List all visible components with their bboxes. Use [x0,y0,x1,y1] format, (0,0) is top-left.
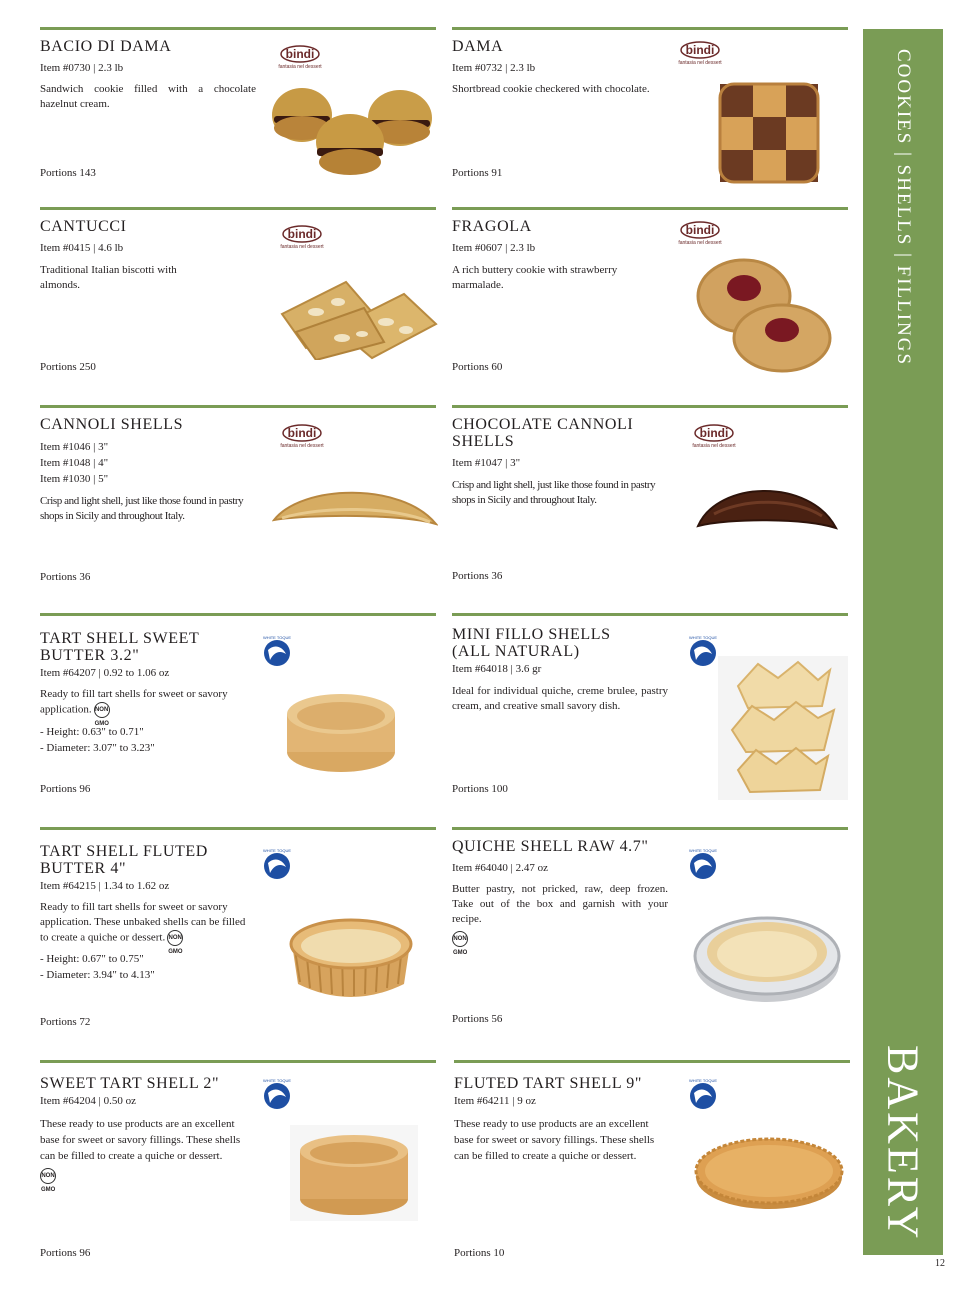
product-portions: Portions 60 [452,361,503,373]
svg-text:bindi: bindi [685,43,715,57]
svg-text:fantasia nel dessert: fantasia nel dessert [692,443,736,449]
product-title: TART SHELL FLUTED BUTTER 4" [40,843,208,877]
product-item-numbers: Item #0415 | 4.6 lb [40,242,124,254]
svg-text:bindi: bindi [699,426,729,440]
category-side-tab [863,29,943,1255]
product-description: These ready to use products are an excellent base for sweet or savory fillings. These shells can be filled to create a quiche or dessert. [454,1118,655,1162]
product-specs: - Height: 0.67" to 0.75" - Diameter: 3.94" to 4.13" [40,953,155,981]
strawberry-cookies-image [696,256,832,374]
svg-text:WHITE TOQUE: WHITE TOQUE [688,635,718,640]
product-portions: Portions 96 [40,783,91,795]
product-card-sweet-tart-shell [40,1060,436,1260]
non-gmo-badge-icon: NON GMO [452,931,468,947]
category-label: BAKERY [878,1044,928,1241]
product-specs: - Height: 0.63" to 0.71" - Diameter: 3.07" to 3.23" [40,726,155,754]
bindi-logo [670,220,750,253]
product-card-bacio-di-dama [40,27,436,197]
product-title: TART SHELL SWEET BUTTER 3.2" [40,630,200,664]
product-description: Crisp and light shell, just like those found in pastry shops in Sicily and throughout Italy. [40,495,244,522]
product-item-numbers: Item #0730 | 2.3 lb [40,62,124,74]
product-item-numbers: Item #64207 | 0.92 to 1.06 oz [40,667,170,679]
product-title: QUICHE SHELL RAW 4.7" [452,838,649,855]
product-title: SWEET TART SHELL 2" [40,1075,220,1092]
svg-text:WHITE TOQUE: WHITE TOQUE [262,848,292,853]
product-portions: Portions 91 [452,167,503,179]
bindi-logo [270,44,350,77]
product-card-quiche-shell-raw [452,827,848,1052]
svg-text:fantasia nel dessert: fantasia nel dessert [278,64,322,70]
product-portions: Portions 36 [40,571,91,583]
svg-text:fantasia nel dessert: fantasia nel dessert [678,240,722,246]
product-card-cantucci [40,207,436,397]
large-fluted-tart-shell-image [694,1133,844,1213]
svg-text:fantasia nel dessert: fantasia nel dessert [280,443,324,449]
product-description: Sandwich cookie filled with a chocolate hazelnut cream. [40,83,256,110]
white-toque-logo-icon [260,1077,294,1116]
fillo-shells-stack-image [718,656,848,800]
product-description: Ready to fill tart shells for sweet or savory application. NON GMO [40,688,228,727]
chocolate-cannoli-shell-image [694,474,840,538]
product-item-numbers: Item #64040 | 2.47 oz [452,862,548,874]
svg-text:WHITE TOQUE: WHITE TOQUE [262,635,292,640]
svg-text:bindi: bindi [287,227,317,241]
white-toque-logo-icon [260,634,294,673]
bindi-logo [670,40,750,73]
cannoli-shell-image [272,474,438,534]
product-item-numbers: Item #1046 | 3" Item #1048 | 4" Item #1030 | 5" [40,441,109,485]
product-item-numbers: Item #64018 | 3.6 gr [452,663,542,675]
product-portions: Portions 96 [40,1247,91,1259]
bindi-logo [684,423,764,456]
checkered-cookie-image [716,80,822,186]
almond-biscotti-image [276,272,440,360]
bindi-logo [272,423,352,456]
svg-text:bindi: bindi [287,426,317,440]
product-title: BACIO DI DAMA [40,38,172,55]
product-item-numbers: Item #64215 | 1.34 to 1.62 oz [40,880,170,892]
product-portions: Portions 56 [452,1013,503,1025]
product-description: A rich buttery cookie with strawberry marmalade. [452,264,618,291]
product-portions: Portions 250 [40,361,96,373]
product-description: Traditional Italian biscotti with almonds. [40,264,177,291]
product-card-cannoli-shells [40,405,436,605]
svg-text:WHITE TOQUE: WHITE TOQUE [262,1078,292,1083]
svg-text:bindi: bindi [685,223,715,237]
product-title: CANNOLI SHELLS [40,416,184,433]
product-portions: Portions 36 [452,570,503,582]
product-title: DAMA [452,38,504,55]
white-toque-logo-icon [686,634,720,673]
small-tart-shell-image [290,1125,418,1221]
white-toque-logo-icon [260,847,294,886]
product-item-numbers: Item #0732 | 2.3 lb [452,62,536,74]
product-description: Butter pastry, not pricked, raw, deep frozen. Take out of the box and garnish with your recipe. NON GMO [452,883,668,956]
bindi-logo [272,224,352,257]
product-item-numbers: Item #64204 | 0.50 oz [40,1095,136,1107]
product-card-fluted-tart-shell [454,1060,850,1260]
non-gmo-badge-icon: NON GMO [94,702,110,718]
product-portions: Portions 72 [40,1016,91,1028]
product-card-chocolate-cannoli-shells [452,405,848,605]
non-gmo-badge-icon: NON GMO [167,930,183,946]
svg-text:bindi: bindi [285,47,315,61]
product-card-dama [452,27,848,197]
product-description: Crisp and light shell, just like those found in pastry shops in Sicily and throughout Italy. [452,479,656,506]
quiche-shell-in-foil-image [692,904,842,1008]
product-card-tart-shell-fluted-butter [40,827,436,1052]
product-title: CHOCOLATE CANNOLI SHELLS [452,416,634,450]
product-portions: Portions 143 [40,167,96,179]
svg-text:WHITE TOQUE: WHITE TOQUE [688,848,718,853]
product-card-fragola [452,207,848,397]
product-card-mini-fillo-shells [452,613,848,818]
white-toque-logo-icon [686,847,720,886]
product-card-tart-shell-sweet-butter [40,613,436,818]
page-number: 12 [935,1258,945,1269]
bacio-di-dama-cookies-image [270,80,440,190]
svg-text:fantasia nel dessert: fantasia nel dessert [678,60,722,66]
svg-text:WHITE TOQUE: WHITE TOQUE [688,1078,718,1083]
product-item-numbers: Item #64211 | 9 oz [454,1095,536,1107]
svg-text:fantasia nel dessert: fantasia nel dessert [280,244,324,250]
tart-shell-sweet-image [284,690,398,776]
product-description: Ideal for individual quiche, creme brulee, pastry cream, and creative small savory dish. [452,685,668,712]
product-description: Shortbread cookie checkered with chocolate. [452,83,650,95]
non-gmo-badge-icon: NON GMO [40,1168,56,1184]
product-description: Ready to fill tart shells for sweet or savory application. These unbaked shells can be filled to create a quiche or dessert. NON GMO [40,901,246,955]
product-item-numbers: Item #0607 | 2.3 lb [452,242,536,254]
subcategory-label: COOKIES | SHELLS | FILLINGS [893,49,914,367]
white-toque-logo-icon [686,1077,720,1116]
product-title: CANTUCCI [40,218,127,235]
product-title: MINI FILLO SHELLS (ALL NATURAL) [452,626,611,660]
fluted-tart-shell-image [288,914,414,1004]
product-title: FRAGOLA [452,218,532,235]
product-description: These ready to use products are an excellent base for sweet or savory fillings. These shells can be filled to create a quiche or dessert. NON GMO [40,1118,241,1193]
product-title: FLUTED TART SHELL 9" [454,1075,642,1092]
product-portions: Portions 100 [452,783,508,795]
product-item-numbers: Item #1047 | 3" [452,457,521,469]
product-portions: Portions 10 [454,1247,505,1259]
